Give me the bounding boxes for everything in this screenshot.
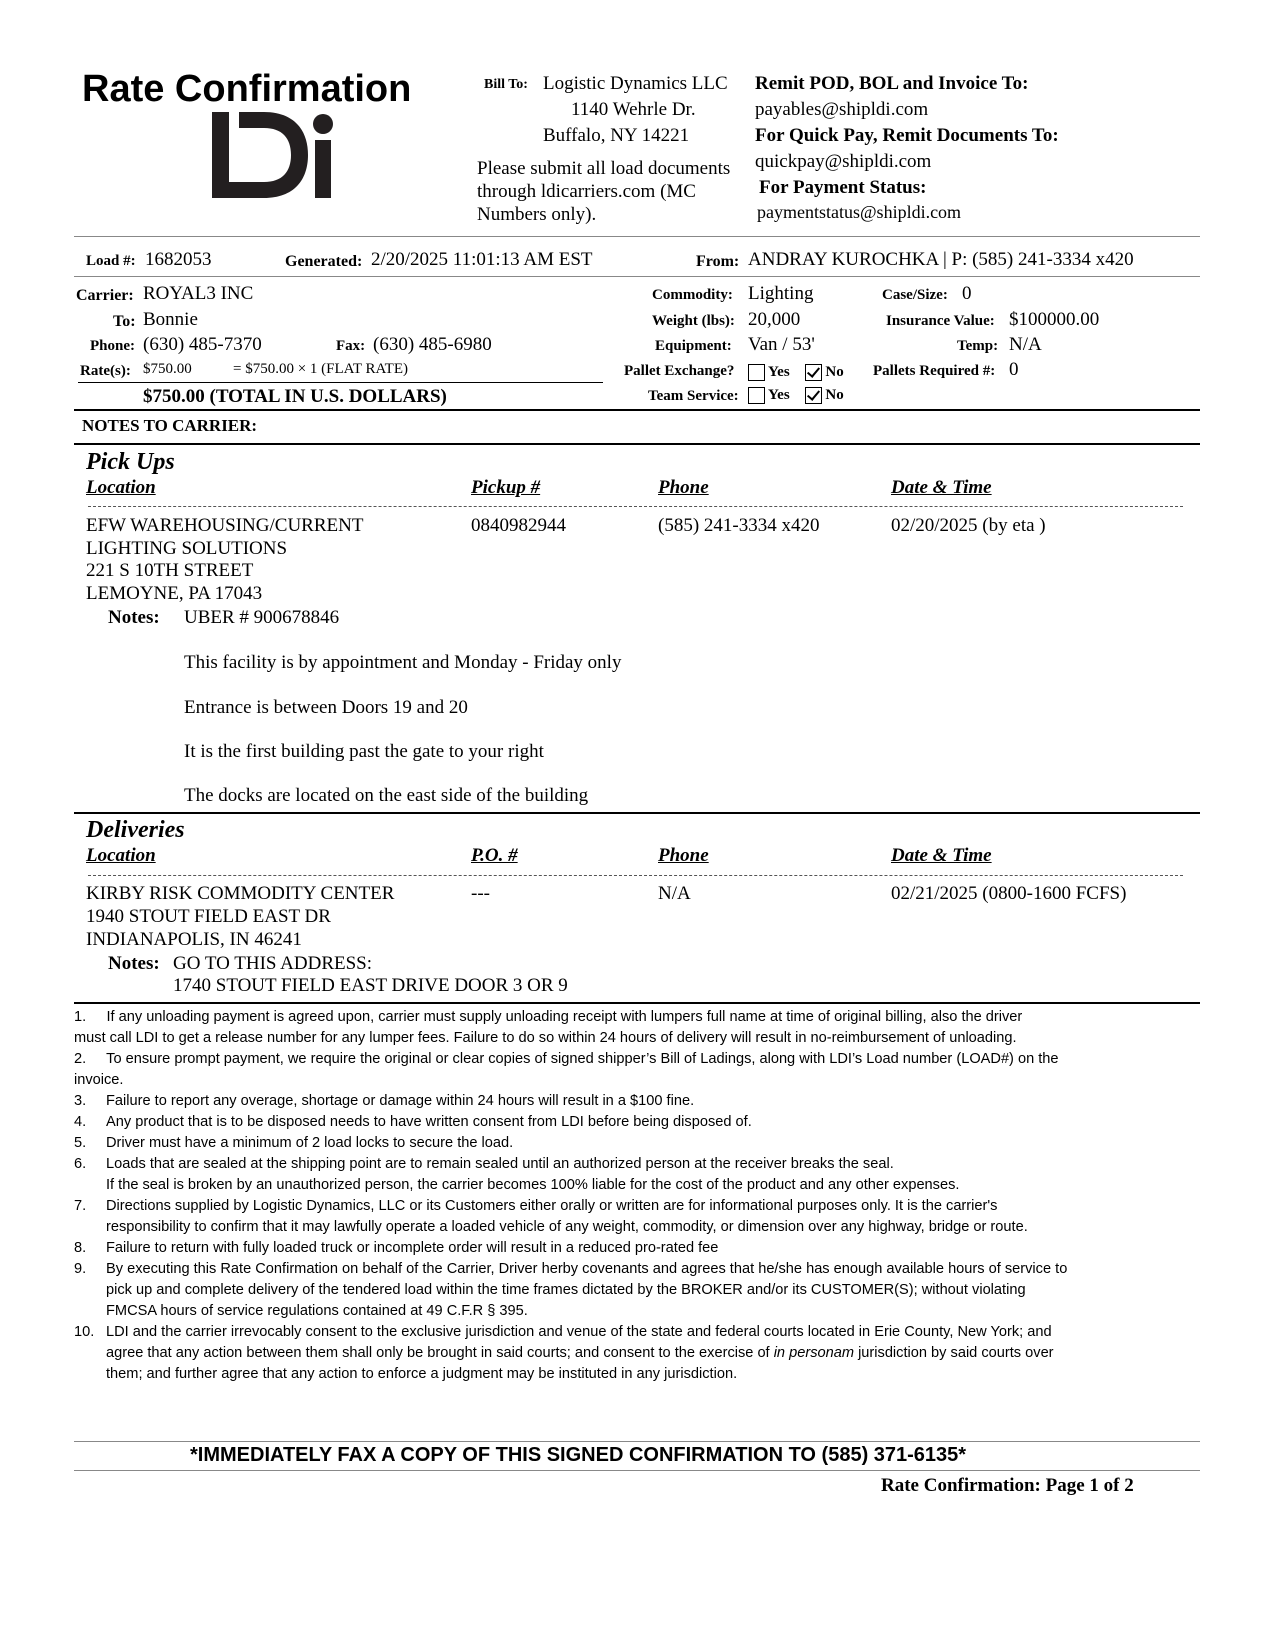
pallet-exchange-no-checkbox[interactable] [805, 364, 822, 381]
pickup-notes-label: Notes: [108, 607, 160, 628]
bill-to-line: Logistic Dynamics LLC [543, 73, 728, 94]
footer-top-divider [74, 1441, 1200, 1442]
commodity-value: Lighting [748, 283, 814, 304]
fax-value: (630) 485-6980 [373, 334, 492, 355]
delivery-location-line: INDIANAPOLIS, IN 46241 [86, 929, 302, 950]
bill-to-line: Buffalo, NY 14221 [543, 125, 690, 146]
commodity-label: Commodity: [652, 287, 733, 303]
quick-pay-email[interactable]: quickpay@shipldi.com [755, 151, 932, 172]
term-1-line: must call LDI to get a release number for any lumper fees. Failure to do so within 24 hours of delivery will result in no-reimbursement of unloading. [74, 1030, 1017, 1046]
term-7: 7. Directions supplied by Logistic Dynamics, LLC or its Customers either orally or written are for informational purposes only. It is the carrier's [74, 1198, 998, 1214]
case-size-label: Case/Size: [882, 287, 948, 303]
temp-value: N/A [1009, 334, 1042, 355]
term-8-text: Failure to return with fully loaded truck or incomplete order will result in a reduced pro-rated fee [106, 1240, 719, 1256]
remit-label: Remit POD, BOL and Invoice To: [755, 73, 1029, 94]
carrier-label: Carrier: [76, 287, 134, 304]
deliveries-col-location: Location [86, 845, 156, 866]
fax-label: Fax: [336, 338, 366, 354]
page-number: Rate Confirmation: Page 1 of 2 [881, 1475, 1134, 1496]
term-9-cont: FMCSA hours of service regulations contained at 49 C.F.R § 395. [106, 1303, 528, 1319]
to-label: To: [113, 313, 136, 330]
terms [74, 1007, 1204, 1385]
pickups-col-number: Pickup # [471, 477, 541, 498]
pickups-col-datetime: Date & Time [891, 477, 992, 498]
submit-note-line: Numbers only). [477, 204, 597, 225]
term-1-line: 1. If any unloading payment is agreed upon, carrier must supply unloading receipt with lumpers full name at time of original billing, also the driver [74, 1009, 1023, 1025]
deliveries-col-phone: Phone [658, 845, 709, 866]
term-9-text: By executing this Rate Confirmation on behalf of the Carrier, Driver herby covenants and agrees that he/she has enough available hours of service to [106, 1261, 1068, 1277]
deliveries-dashed-divider [88, 875, 1183, 876]
term-10-cont [74, 1343, 1204, 1364]
term-6: 6. Loads that are sealed at the shipping point are to remain sealed until an authorized person at the receiver breaks the seal. [74, 1156, 894, 1172]
load-number: 1682053 [145, 249, 212, 270]
term-6-cont: If the seal is broken by an unauthorized person, the carrier becomes 100% liable for the cost of the product and any other expenses. [106, 1177, 960, 1193]
delivery-datetime: 02/21/2025 (0800-1600 FCFS) [891, 883, 1127, 904]
notes-to-carrier-label: NOTES TO CARRIER: [82, 416, 258, 435]
payment-status-label: For Payment Status: [759, 177, 927, 198]
pickups-dashed-divider [88, 506, 1183, 507]
from-label: From: [696, 253, 740, 270]
term-7-cont: responsibility to confirm that it may lawfully operate a loaded vehicle of any weight, commodity, or dimension over any highway, bridge or route. [106, 1219, 1028, 1235]
pickups-col-phone: Phone [658, 477, 709, 498]
term-7-text: Directions supplied by Logistic Dynamics, LLC or its Customers either orally or written are for informational purposes only. It is the carrier's [106, 1198, 998, 1214]
insurance-label: Insurance Value: [886, 313, 995, 329]
delivery-phone: N/A [658, 883, 691, 904]
deliveries-col-number: P.O. # [471, 845, 518, 866]
term-9-cont: pick up and complete delivery of the tendered load within the time frames dictated by the BROKER and/or its CUSTOMER(S); without violating [106, 1282, 1026, 1298]
term-10-text: agree that any action between them shall only be brought in said courts; and consent to the exercise of [106, 1345, 770, 1361]
insurance-value: $100000.00 [1009, 309, 1100, 330]
delivery-location-line: 1940 STOUT FIELD EAST DR [86, 906, 331, 927]
term-10-cont: them; and further agree that any action to enforce a judgment may be instituted in any jurisdiction. [106, 1366, 738, 1382]
term-5-text: Driver must have a minimum of 2 load locks to secure the load. [106, 1135, 514, 1151]
term-2-line: invoice. [74, 1072, 124, 1088]
deliveries-divider [74, 1002, 1200, 1004]
bill-to-label: Bill To: [484, 77, 528, 92]
to-value: Bonnie [143, 309, 198, 330]
deliveries-title: Deliveries [86, 817, 185, 843]
equipment-label: Equipment: [655, 338, 732, 354]
submit-note-line: Please submit all load documents [477, 158, 731, 179]
pickup-phone: (585) 241-3334 x420 [658, 515, 820, 536]
yes-label: Yes [768, 364, 790, 380]
term-3-text: Failure to report any overage, shortage or damage within 24 hours will result in a $100 fine. [106, 1093, 695, 1109]
rate-value: $750.00 [143, 361, 192, 377]
weight-label: Weight (lbs): [652, 313, 735, 329]
yes-label: Yes [768, 387, 790, 403]
rate-underline [78, 382, 603, 383]
temp-label: Temp: [957, 338, 999, 354]
bill-to-line: 1140 Wehrle Dr. [571, 99, 696, 120]
team-service-options [748, 387, 844, 404]
delivery-notes-label: Notes: [108, 953, 160, 974]
carrier-divider [74, 409, 1200, 411]
pickup-note: It is the first building past the gate to your right [184, 741, 544, 762]
generated-value: 2/20/2025 11:01:13 AM EST [371, 249, 593, 270]
team-service-label: Team Service: [648, 388, 739, 404]
delivery-note: 1740 STOUT FIELD EAST DRIVE DOOR 3 OR 9 [173, 975, 568, 996]
pickup-number: 0840982944 [471, 515, 566, 536]
page-title: Rate Confirmation [82, 68, 412, 110]
term-10: 10. LDI and the carrier irrevocably consent to the exclusive jurisdiction and venue of the state and federal courts located in Erie County, New York; and [74, 1324, 1052, 1340]
header-divider [74, 236, 1200, 237]
pickup-note: Entrance is between Doors 19 and 20 [184, 697, 468, 718]
pickup-note: This facility is by appointment and Monday - Friday only [184, 652, 622, 673]
term-5: 5. Driver must have a minimum of 2 load locks to secure the load. [74, 1135, 514, 1151]
quick-pay-label: For Quick Pay, Remit Documents To: [755, 125, 1059, 146]
no-label: No [825, 364, 844, 380]
pallets-required-value: 0 [1009, 359, 1019, 380]
weight-value: 20,000 [748, 309, 801, 330]
pickup-location-line: LEMOYNE, PA 17043 [86, 583, 263, 604]
pickup-location-line: LIGHTING SOLUTIONS [86, 538, 288, 559]
case-size-value: 0 [962, 283, 972, 304]
pallet-exchange-options [748, 364, 844, 381]
delivery-number: --- [471, 883, 490, 904]
from-text: ANDRAY KUROCHKA | P: (585) 241-3334 x420 [748, 249, 1134, 270]
term-2-line: 2. To ensure prompt payment, we require the original or clear copies of signed shipper’s Bill of Ladings, along with LDI’s Load number (LOAD#) on the [74, 1051, 1059, 1067]
footer-bottom-divider [74, 1470, 1200, 1471]
delivery-note: GO TO THIS ADDRESS: [173, 953, 373, 974]
pickup-note: The docks are located on the east side of the building [184, 785, 589, 806]
equipment-value: Van / 53' [748, 334, 815, 355]
term-10-text: jurisdiction by said courts over [858, 1345, 1054, 1361]
remit-email[interactable]: payables@shipldi.com [755, 99, 929, 120]
deliveries-col-datetime: Date & Time [891, 845, 992, 866]
submit-note-line: through ldicarriers.com (MC [477, 181, 696, 202]
term-10-emphasis: in personam [773, 1345, 854, 1361]
term-4: 4. Any product that is to be disposed needs to have written consent from LDI before being disposed of. [74, 1114, 752, 1130]
team-service-no-checkbox[interactable] [805, 387, 822, 404]
term-8: 8. Failure to return with fully loaded truck or incomplete order will result in a reduced pro-rated fee [74, 1240, 719, 1256]
team-service-yes-checkbox[interactable] [748, 387, 765, 404]
pallet-exchange-label: Pallet Exchange? [624, 363, 735, 379]
pallet-exchange-yes-checkbox[interactable] [748, 364, 765, 381]
delivery-location-line: KIRBY RISK COMMODITY CENTER [86, 883, 395, 904]
ldi-logo-icon [212, 112, 340, 204]
term-10-text: LDI and the carrier irrevocably consent to the exclusive jurisdiction and venue of the state and federal courts located in Erie County, New York; and [106, 1324, 1052, 1340]
pickups-divider [74, 812, 1200, 814]
pickup-note: UBER # 900678846 [184, 607, 340, 628]
load-divider [74, 276, 1200, 277]
ldi-logo [212, 112, 340, 204]
total-value: $750.00 (TOTAL IN U.S. DOLLARS) [143, 386, 447, 407]
pickup-location-line: EFW WAREHOUSING/CURRENT [86, 515, 364, 536]
phone-value: (630) 485-7370 [143, 334, 262, 355]
from-value [748, 249, 1140, 271]
rates-label: Rate(s): [80, 363, 131, 379]
notes-divider [74, 443, 1200, 445]
generated-label: Generated: [285, 253, 363, 270]
pickups-col-location: Location [86, 477, 156, 498]
pickup-datetime: 02/20/2025 (by eta ) [891, 515, 1046, 536]
pallets-required-label: Pallets Required #: [873, 363, 996, 379]
pickups-title: Pick Ups [86, 449, 175, 475]
no-label: No [825, 387, 844, 403]
term-6-text: Loads that are sealed at the shipping point are to remain sealed until an authorized person at the receiver breaks the seal. [106, 1156, 894, 1172]
fax-notice: *IMMEDIATELY FAX A COPY OF THIS SIGNED CONFIRMATION TO (585) 371-6135* [190, 1444, 967, 1466]
term-4-text: Any product that is to be disposed needs to have written consent from LDI before being disposed of. [106, 1114, 752, 1130]
payment-status-email[interactable]: paymentstatus@shipldi.com [757, 202, 962, 222]
term-3: 3. Failure to report any overage, shortage or damage within 24 hours will result in a $100 fine. [74, 1093, 695, 1109]
load-label: Load #: [86, 253, 136, 269]
phone-label: Phone: [90, 338, 135, 354]
term-9: 9. By executing this Rate Confirmation on behalf of the Carrier, Driver herby covenants and agrees that he/she has enough available hours of service to [74, 1261, 1068, 1277]
carrier-value: ROYAL3 INC [143, 283, 254, 304]
pickup-location-line: 221 S 10TH STREET [86, 560, 254, 581]
rate-formula: = $750.00 × 1 (FLAT RATE) [233, 361, 408, 377]
